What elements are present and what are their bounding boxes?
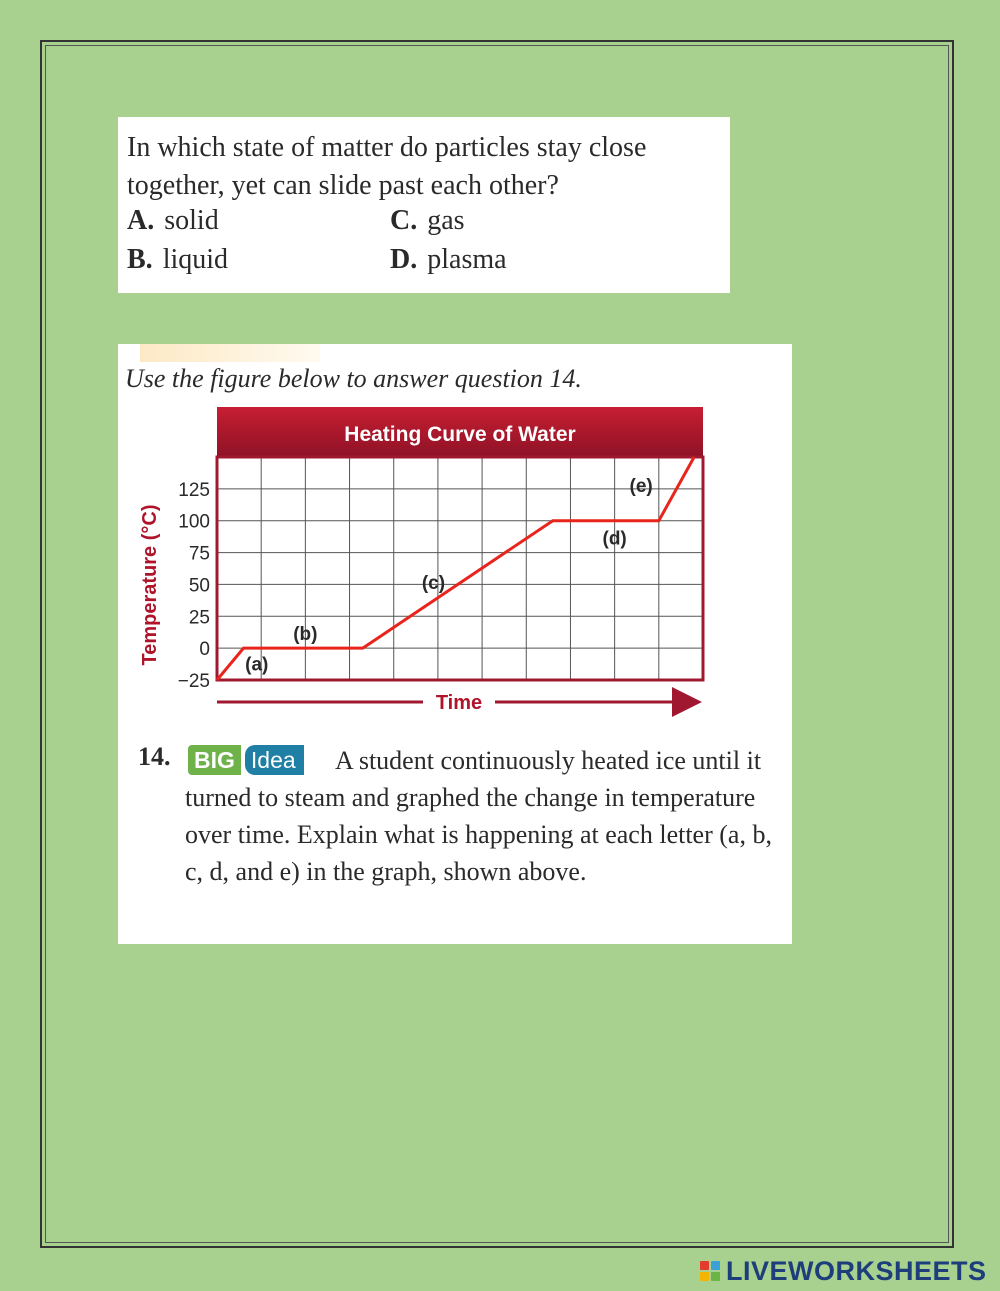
- y-tick-label: 25: [188, 607, 210, 629]
- option-d-text: plasma: [427, 244, 507, 275]
- option-b: [127, 244, 228, 276]
- chart-title: Heating Curve of Water: [344, 423, 576, 446]
- heating-curve-line: [217, 457, 694, 680]
- x-axis-label: Time: [435, 692, 483, 714]
- option-d: [390, 244, 507, 276]
- annotation-label: (d): [602, 528, 627, 550]
- option-c-text: gas: [427, 205, 465, 236]
- accent-bar: [140, 344, 320, 362]
- badge-big: BIG: [188, 745, 241, 775]
- question-14-card: [118, 344, 792, 944]
- y-axis-ticks: [178, 480, 210, 692]
- logo-block-1: [700, 1261, 709, 1270]
- heating-curve-chart: [118, 400, 792, 720]
- option-a-letter: A.: [127, 205, 155, 236]
- y-tick-label: −25: [177, 671, 210, 692]
- annotation-label: (c): [421, 572, 446, 594]
- option-b-text: liquid: [162, 244, 229, 275]
- y-tick-label: 50: [188, 575, 210, 597]
- logo-block-3: [700, 1272, 709, 1281]
- option-c-letter: C.: [390, 205, 418, 236]
- option-a-text: solid: [164, 205, 219, 236]
- badge-idea: Idea: [245, 745, 304, 775]
- question-14-number: 14.: [138, 742, 171, 771]
- annotation-label: (b): [293, 623, 318, 645]
- option-b-letter: B.: [127, 244, 153, 275]
- question-13-card: [118, 117, 730, 293]
- question-14-text: A student continuously heated ice until it turned to steam and graphed the change in temperature over time. Explain what is happening at each letter (a, b, c, d, and e) in the graph, shown above.: [185, 746, 772, 886]
- y-axis-label: Temperature (°C): [139, 504, 161, 666]
- logo-text: LIVEWORKSHEETS: [726, 1255, 987, 1286]
- option-a: [127, 205, 219, 237]
- annotation-label: (a): [245, 654, 269, 676]
- curve-annotations: [245, 476, 653, 675]
- option-c: [390, 205, 465, 237]
- y-tick-label: 100: [178, 511, 210, 533]
- logo-block-4: [711, 1272, 720, 1281]
- figure-instruction: Use the figure below to answer question 14.: [125, 364, 582, 393]
- logo-block-2: [711, 1261, 720, 1270]
- question-13-text: In which state of matter do particles stay close together, yet can slide past each other?: [127, 132, 647, 201]
- logo-icon: [700, 1261, 720, 1281]
- annotation-label: (e): [629, 476, 653, 498]
- option-d-letter: D.: [390, 244, 418, 275]
- liveworksheets-logo[interactable]: [700, 1255, 987, 1286]
- y-tick-label: 0: [199, 639, 210, 661]
- y-tick-label: 125: [178, 479, 210, 501]
- y-tick-label: 75: [188, 543, 210, 565]
